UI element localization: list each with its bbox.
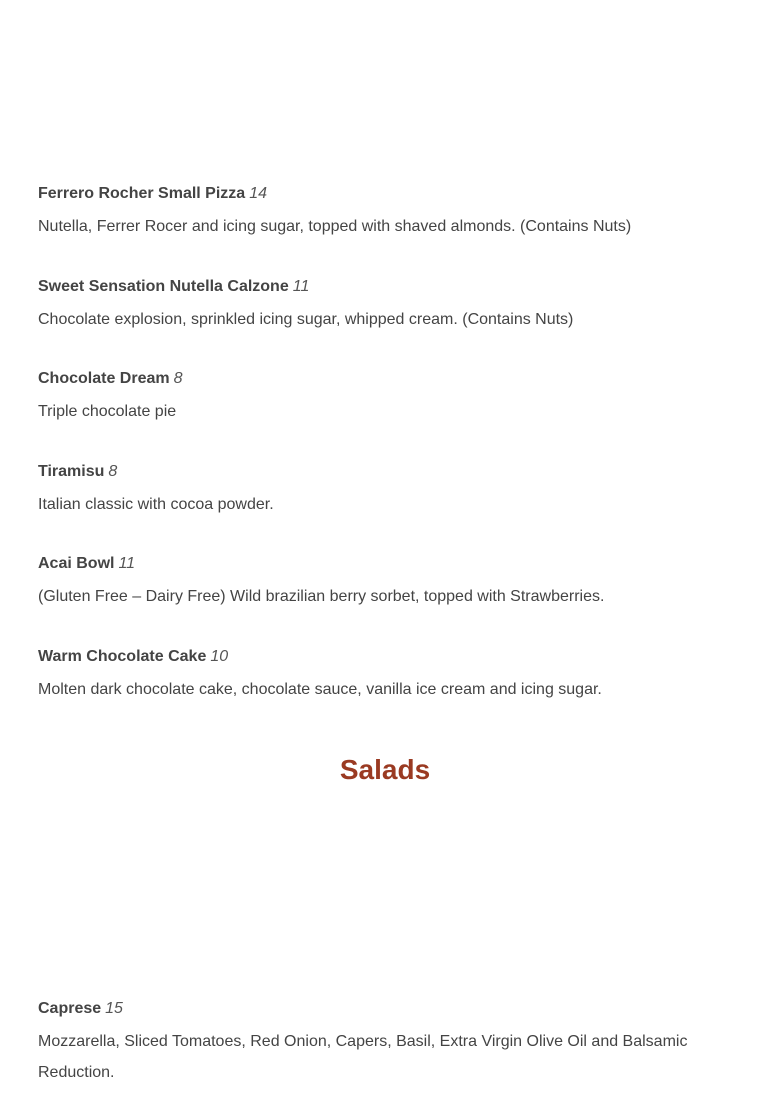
menu-item-price: 8 xyxy=(173,370,183,387)
menu-item-name: Chocolate Dream xyxy=(38,370,170,387)
menu-item-description: Chocolate explosion, sprinkled icing sugar, whipped cream. (Contains Nuts) xyxy=(38,311,574,328)
menu-item-name: Tiramisu xyxy=(38,463,105,480)
menu-item-name: Sweet Sensation Nutella Calzone xyxy=(38,278,289,295)
menu-item-price: 15 xyxy=(105,1000,123,1017)
menu-item-title xyxy=(38,462,738,482)
menu-item xyxy=(38,999,738,1088)
menu-item-price: 11 xyxy=(292,278,310,295)
menu-item-name: Caprese xyxy=(38,1000,102,1017)
menu-item-description: Triple chocolate pie xyxy=(38,403,177,420)
menu-item-price: 14 xyxy=(249,185,267,202)
section-heading-salads: Salads xyxy=(339,754,431,785)
menu-item-description: Mozzarella, Sliced Tomatoes, Red Onion, Capers, Basil, Extra Virgin Olive Oil and Balsamic Reduction. xyxy=(38,1033,688,1081)
menu-item-title xyxy=(38,184,738,204)
menu-item xyxy=(38,554,738,612)
menu-item-description: (Gluten Free – Dairy Free) Wild brazilian berry sorbet, topped with Strawberries. xyxy=(38,588,605,605)
menu-item-description: Molten dark chocolate cake, chocolate sauce, vanilla ice cream and icing sugar. xyxy=(38,681,602,698)
menu-item-price: 10 xyxy=(210,648,229,665)
menu-item-name: Acai Bowl xyxy=(38,555,115,572)
menu-item xyxy=(38,462,738,520)
menu-item xyxy=(38,369,738,427)
menu-item-title xyxy=(38,554,738,574)
menu-item-name: Ferrero Rocher Small Pizza xyxy=(38,185,246,202)
menu-item-title xyxy=(38,999,738,1019)
menu-item xyxy=(38,277,738,335)
menu-item-title xyxy=(38,647,738,667)
menu-item-price: 8 xyxy=(108,463,118,480)
menu-item-title xyxy=(38,277,738,297)
menu-item-description: Nutella, Ferrer Rocer and icing sugar, topped with shaved almonds. (Contains Nuts) xyxy=(38,218,632,235)
menu-item-description: Italian classic with cocoa powder. xyxy=(38,496,274,513)
menu-item-name: Warm Chocolate Cake xyxy=(38,648,207,665)
menu-item xyxy=(38,647,738,705)
menu-item xyxy=(38,184,738,242)
menu-item-price: 11 xyxy=(118,555,136,572)
menu-item-title xyxy=(38,369,738,389)
